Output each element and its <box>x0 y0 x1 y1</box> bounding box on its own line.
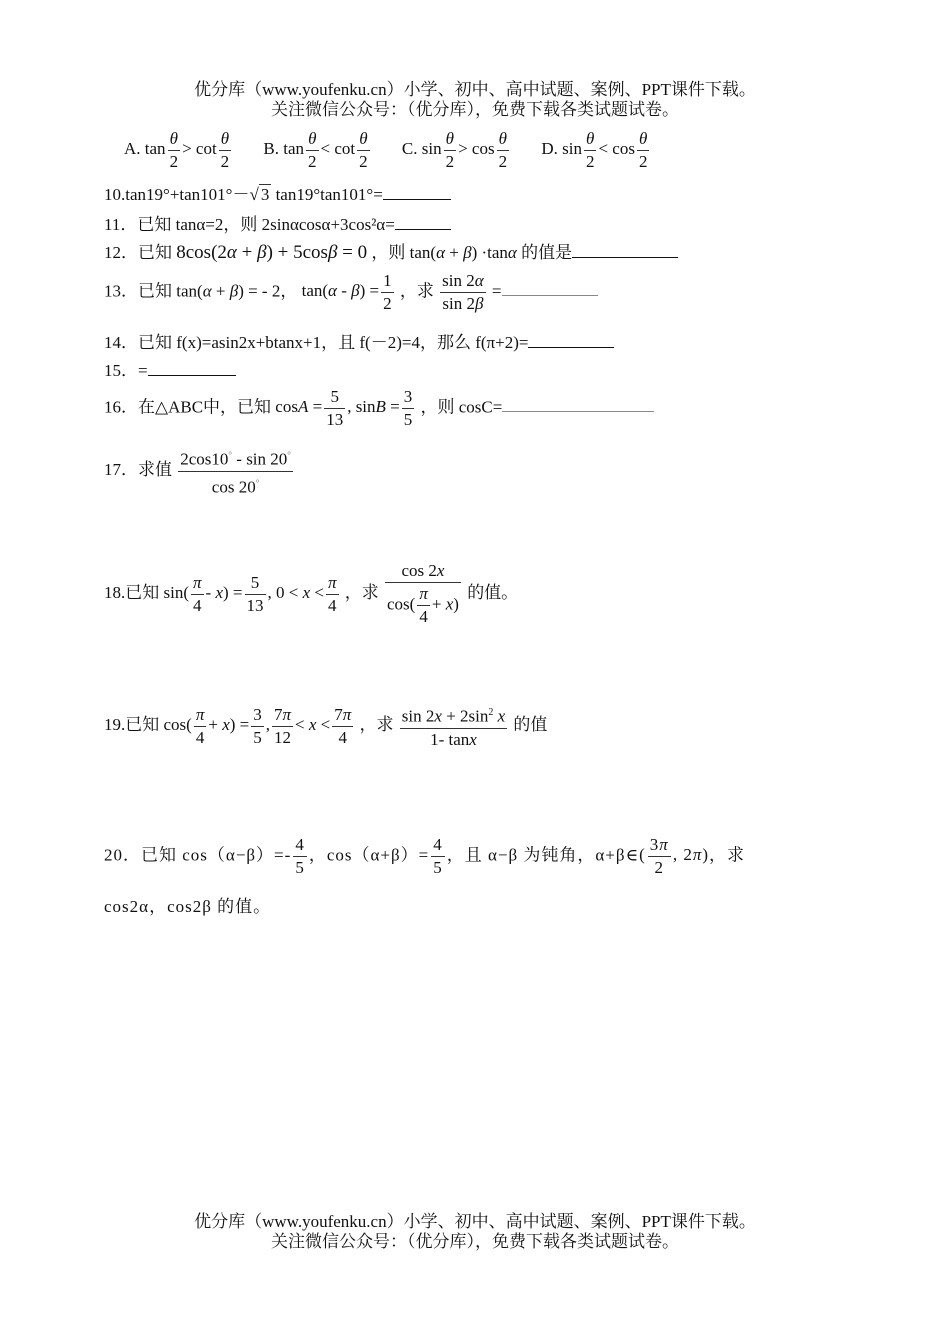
header-line-2: 关注微信公众号：（优分库），免费下载各类试题试卷。 <box>271 100 679 119</box>
option-a: A. tan $\frac{\theta}{2}$ > cot $\frac{\theta}{2}$ <box>124 129 230 171</box>
footer-line-1: 优分库（www.youfenku.cn）小学、初中、高中试题、案例、PPT课件下载。 <box>194 1212 756 1231</box>
question-14: 14．已知 f(x)=asin2x+btanx+1，且 f(－2)=4，那么 f(π+2)= <box>104 328 614 353</box>
header-line-1: 优分库（www.youfenku.cn）小学、初中、高中试题、案例、PPT课件下载。 <box>194 80 756 99</box>
question-20: 20．已知 cos（α−β）=- $\frac{4}{5}$ ，cos（α+β）= $\frac{4}{5}$ ，且 α−β 为钝角，α+β∈( $\frac{3\pi}{2}$ , 2π)，求 <box>104 835 746 877</box>
question-18: 18.已知 sin( $\frac{\pi}{4}$ - x) = $\frac{5}{13}$ , 0 < x < $\frac{\pi}{4}$ ，求 cos 2x cos( $\frac{\pi}{4}$ + x) 的值。 <box>104 561 519 626</box>
question-12: 12．已知 8cos(2α + β) + 5cosβ = 0 ，则 tan(α + β) ·tanα 的值是 <box>104 238 678 264</box>
footer-line-2: 关注微信公众号：（优分库），免费下载各类试题试卷。 <box>271 1232 679 1251</box>
question-19: 19.已知 cos( $\frac{\pi}{4}$ + x) = $\frac{3}{5}$ , $\frac{7\pi}{12}$ < x < $\frac{7\pi}{4}$ ，求 $\frac{\sin 2x + 2\sin^2 x}{1- \tan x}$ 的值 <box>104 702 547 751</box>
options-row <box>124 128 677 173</box>
option-d: D. sin $\frac{\theta}{2}$ < cos $\frac{\theta}{2}$ <box>541 129 648 171</box>
question-13: 13．已知 tan(α + β) = - 2， tan(α - β) = $\frac{1}{2}$ ，求 $\frac{\sin 2\alpha}{\sin 2\beta}$ = <box>104 270 598 315</box>
option-b: B. tan $\frac{\theta}{2}$ < cot $\frac{\theta}{2}$ <box>263 129 368 171</box>
question-16: 16．在△ABC中，已知 cosA = $\frac{5}{13}$ , sinB = $\frac{3}{5}$ ，则 cosC= <box>104 386 654 431</box>
question-10: 10.tan19°+tan101°－√ 3 tan19°tan101°= <box>104 180 451 205</box>
question-20-line-2: cos2α，cos2β 的值。 <box>104 897 272 916</box>
question-17: 17．求值 $\frac{2\cos 10^\circ - \sin 20^\circ}{\cos 20^\circ}$ <box>104 444 295 498</box>
option-c: C. sin $\frac{\theta}{2}$ > cos $\frac{\theta}{2}$ <box>401 129 508 171</box>
question-15: 15．= <box>104 356 236 381</box>
question-11: 11．已知 tanα=2，则 2sinαcosα+3cos²α= <box>104 210 451 235</box>
